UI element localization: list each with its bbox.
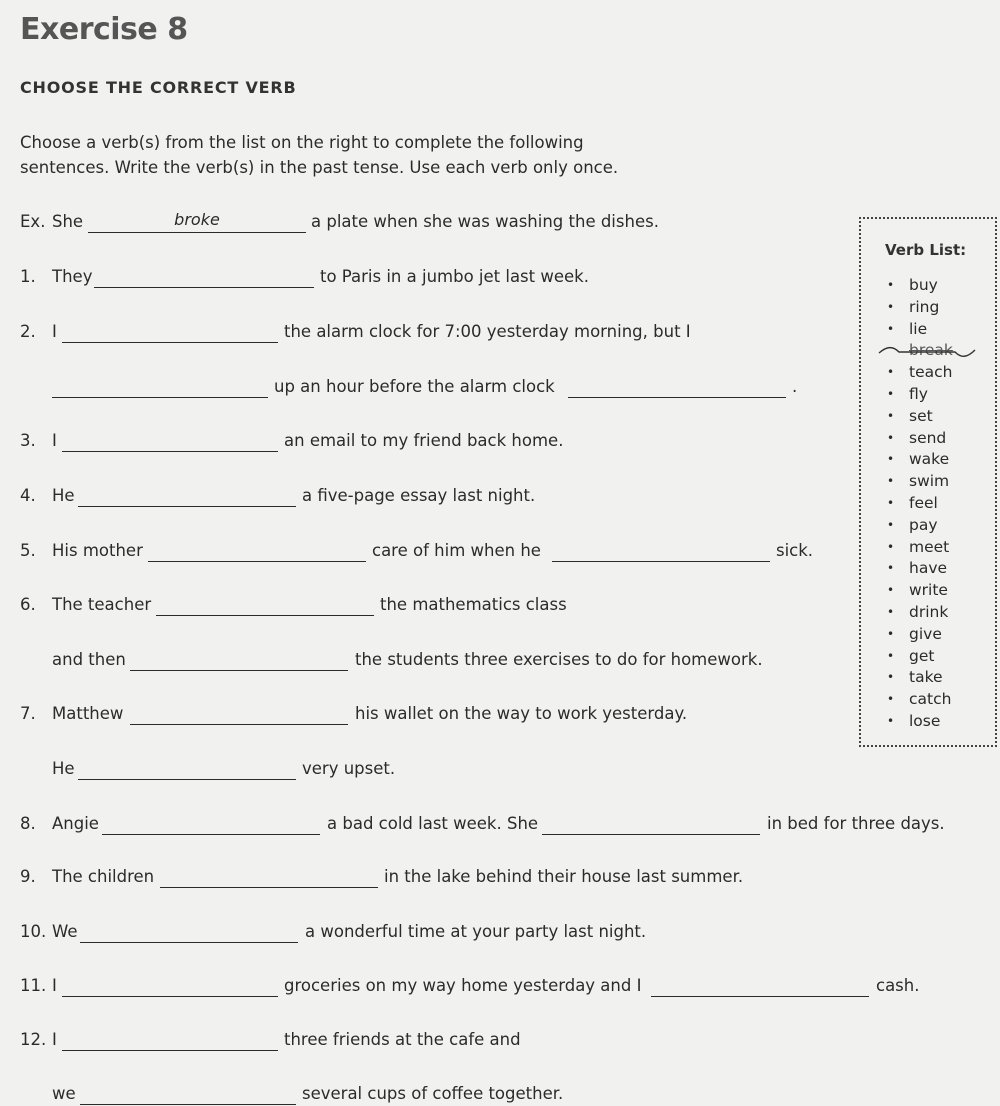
verb-item: • ring xyxy=(861,297,953,319)
bullet-icon: • xyxy=(887,561,895,576)
verb-item-crossed-out: break xyxy=(861,340,953,362)
answer-blank[interactable] xyxy=(80,920,298,943)
verb-item: • lie xyxy=(861,319,953,341)
bullet-icon: • xyxy=(887,474,895,489)
answer-blank[interactable] xyxy=(62,974,278,997)
sentence-text: up an hour before the alarm clock xyxy=(274,377,555,396)
sentence-text: the mathematics class xyxy=(380,595,567,614)
sentence-text: a five-page essay last night. xyxy=(302,486,536,505)
bullet-icon: • xyxy=(887,539,895,554)
sentence-text: The children xyxy=(52,867,155,886)
verb-item: • lose xyxy=(861,711,953,733)
verb-item: • have xyxy=(861,558,953,580)
bullet-icon: • xyxy=(887,430,895,445)
bullet-icon: • xyxy=(887,278,895,292)
answer-blank[interactable] xyxy=(552,539,770,562)
sentence-text: a wonderful time at your party last night. xyxy=(305,922,647,941)
answer-blank[interactable] xyxy=(62,1028,278,1051)
answer-blank[interactable] xyxy=(78,484,296,507)
sentence-text: I xyxy=(52,1030,57,1049)
answer-blank[interactable] xyxy=(651,974,869,997)
example-label: Ex. xyxy=(20,212,46,231)
sentence-text: They xyxy=(52,267,93,286)
sentence-text: I xyxy=(52,431,57,450)
sentence-text: in bed for three days. xyxy=(767,814,945,833)
verb-item: • give xyxy=(861,624,953,646)
sentence-text: The teacher xyxy=(52,595,152,614)
bullet-icon: • xyxy=(887,321,895,336)
sentence-text: his wallet on the way to work yesterday. xyxy=(355,704,688,723)
verb-item: • drink xyxy=(861,602,953,624)
exercise-title: Exercise 8 xyxy=(20,12,188,47)
sentence-number: 12. xyxy=(20,1030,47,1049)
sentence-text: He xyxy=(52,486,75,505)
bullet-icon: • xyxy=(887,604,895,619)
answer-blank[interactable] xyxy=(130,702,348,725)
verb-item: • take xyxy=(861,667,953,689)
bullet-icon: • xyxy=(887,408,895,423)
bullet-icon: • xyxy=(887,386,895,401)
verb-item: • pay xyxy=(861,515,953,537)
sentence-number: 1. xyxy=(20,267,36,286)
answer-blank[interactable] xyxy=(102,812,320,835)
verb-item: • send xyxy=(861,428,953,450)
instructions: Choose a verb(s) from the list on the right to complete the following sentences. Write the verb(s) in the past tense. Use each verb only once. xyxy=(20,133,619,177)
verb-list xyxy=(861,275,953,733)
answer-blank[interactable] xyxy=(94,265,314,288)
bullet-icon: • xyxy=(887,648,895,663)
answer-blank[interactable] xyxy=(62,320,278,343)
example-text-before: She xyxy=(52,212,84,231)
sentence-text: cash. xyxy=(876,976,920,995)
bullet-icon: • xyxy=(887,299,895,314)
verb-item: • fly xyxy=(861,384,953,406)
sentence-text: . xyxy=(792,377,798,396)
verb-item: • get xyxy=(861,646,953,668)
verb-item: • teach xyxy=(861,362,953,384)
verb-item: • feel xyxy=(861,493,953,515)
sentence-number: 6. xyxy=(20,595,36,614)
example-text-after: a plate when she was washing the dishes. xyxy=(311,212,659,231)
bullet-icon: • xyxy=(887,365,895,380)
answer-blank[interactable] xyxy=(156,593,374,616)
bullet-icon: • xyxy=(887,713,895,728)
verb-item: • buy xyxy=(861,275,953,297)
sentence-number: 4. xyxy=(20,486,36,505)
sentence-text: I xyxy=(52,976,57,995)
sentence-text: a bad cold last week. She xyxy=(327,814,539,833)
sentence-number: 3. xyxy=(20,431,36,450)
sentence-text: groceries on my way home yesterday and I xyxy=(284,976,642,995)
verb-list-box xyxy=(859,217,997,747)
sentence-text: several cups of coffee together. xyxy=(302,1084,564,1103)
verb-item: • meet xyxy=(861,537,953,559)
bullet-icon: • xyxy=(887,626,895,641)
sentence-text: an email to my friend back home. xyxy=(284,431,564,450)
answer-blank[interactable] xyxy=(568,375,786,398)
scribble-strike-icon xyxy=(877,344,977,358)
sentence-text: and then xyxy=(52,650,126,669)
answer-blank[interactable] xyxy=(62,429,278,452)
sentence-text: to Paris in a jumbo jet last week. xyxy=(320,267,589,286)
sentence-text: Angie xyxy=(52,814,99,833)
sentence-number: 10. xyxy=(20,922,47,941)
verb-item: • set xyxy=(861,406,953,428)
answer-blank[interactable] xyxy=(80,1082,296,1105)
answer-blank[interactable] xyxy=(542,812,760,835)
sentence-number: 11. xyxy=(20,976,47,995)
bullet-icon: • xyxy=(887,583,895,598)
answer-blank[interactable] xyxy=(78,757,296,780)
sentence-text: we xyxy=(52,1084,76,1103)
bullet-icon: • xyxy=(887,670,895,685)
verb-item: • swim xyxy=(861,471,953,493)
bullet-icon: • xyxy=(887,495,895,510)
sentence-text: care of him when he xyxy=(372,541,541,560)
sentence-text: We xyxy=(52,922,78,941)
verb-item: • catch xyxy=(861,689,953,711)
bullet-icon: • xyxy=(887,692,895,707)
sentence-number: 2. xyxy=(20,322,36,341)
answer-blank[interactable] xyxy=(52,375,268,398)
sentence-text: Matthew xyxy=(52,704,124,723)
sentence-text: He xyxy=(52,759,75,778)
sentence-text: sick. xyxy=(776,541,814,560)
sentence-number: 7. xyxy=(20,704,36,723)
sentence-number: 5. xyxy=(20,541,36,560)
sentence-number: 8. xyxy=(20,814,36,833)
sentence-text: very upset. xyxy=(302,759,396,778)
bullet-icon: • xyxy=(887,452,895,467)
sentence-text: in the lake behind their house last summer. xyxy=(384,867,744,886)
answer-blank[interactable] xyxy=(130,648,348,671)
answer-blank[interactable] xyxy=(148,539,366,562)
verb-item: • write xyxy=(861,580,953,602)
verb-list-title: Verb List: xyxy=(885,241,967,259)
verb-item: • wake xyxy=(861,449,953,471)
answer-blank[interactable] xyxy=(160,865,378,888)
sentence-text: three friends at the cafe and xyxy=(284,1030,521,1049)
sentence-text: His mother xyxy=(52,541,143,560)
example-answer: broke xyxy=(88,210,306,233)
sentence-text: the alarm clock for 7:00 yesterday morning, but I xyxy=(284,322,691,341)
exercise-subtitle: CHOOSE THE CORRECT VERB xyxy=(20,78,297,97)
sentence-number: 9. xyxy=(20,867,36,886)
bullet-icon: • xyxy=(887,517,895,532)
sentence-text: I xyxy=(52,322,57,341)
sentence-text: the students three exercises to do for homework. xyxy=(355,650,763,669)
